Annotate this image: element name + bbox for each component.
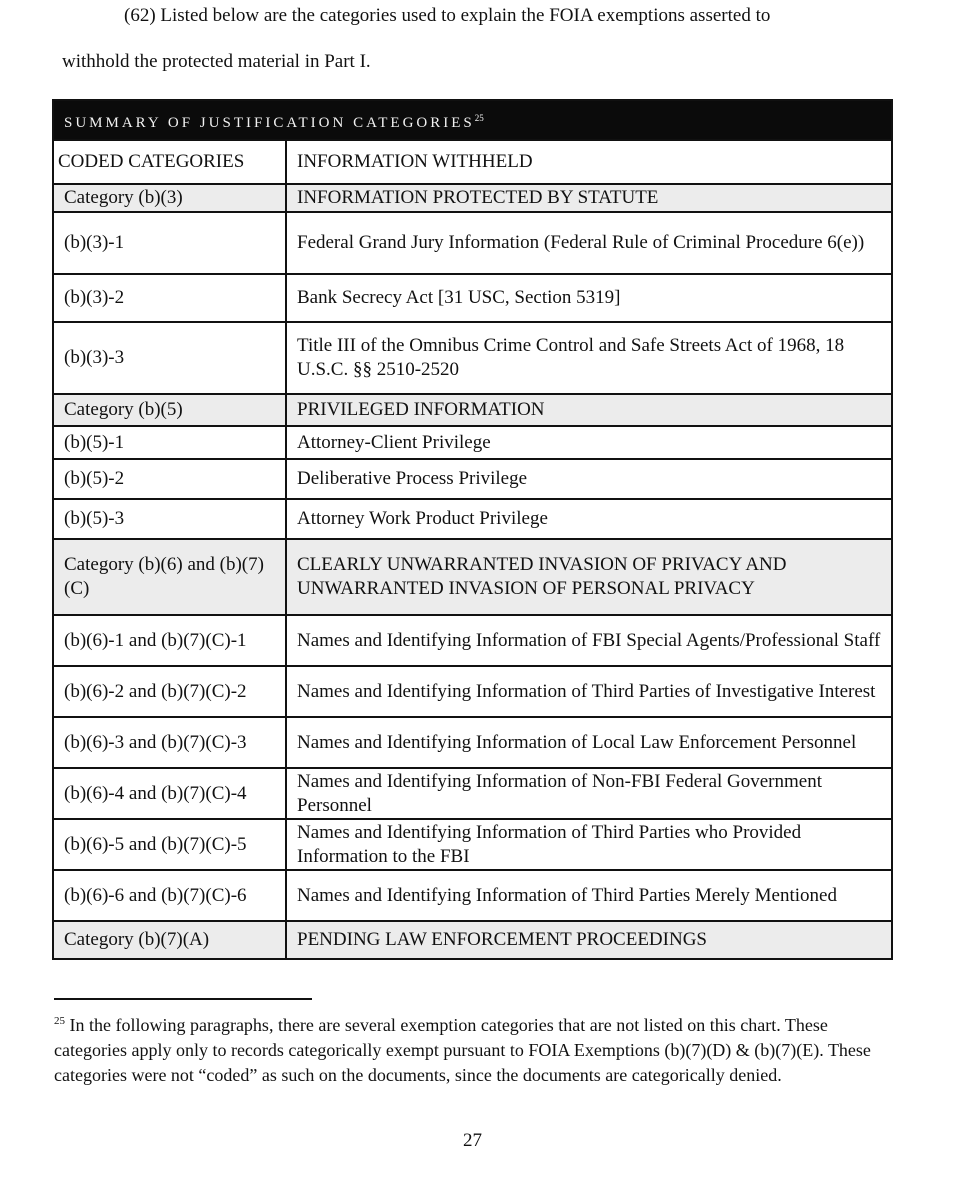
coded-category-cell: Category (b)(6) and (b)(7)(C)	[53, 539, 286, 615]
coded-category-cell: (b)(3)-3	[53, 322, 286, 394]
coded-category-cell: Category (b)(3)	[53, 184, 286, 212]
table-title-footnote-ref: 25	[474, 112, 484, 123]
category-row	[53, 921, 892, 959]
footnote-divider	[54, 998, 312, 1000]
information-withheld-cell: Bank Secrecy Act [31 USC, Section 5319]	[286, 274, 892, 322]
information-withheld-cell: Names and Identifying Information of Local Law Enforcement Personnel	[286, 717, 892, 768]
coded-category-cell: (b)(6)-5 and (b)(7)(C)-5	[53, 819, 286, 870]
column-header-information-withheld: INFORMATION WITHHELD	[286, 140, 892, 184]
coded-category-cell: (b)(6)-2 and (b)(7)(C)-2	[53, 666, 286, 717]
coded-category-cell: (b)(5)-2	[53, 459, 286, 499]
footnote-text: In the following paragraphs, there are several exemption categories that are not listed on this chart. These categories apply only to records categorically exempt pursuant to FOIA Exemptions (b)(7)(D) & (b)(7)(E). These categories were not “coded” as such on the documents, since the documents are categorically denied.	[54, 1015, 871, 1085]
information-withheld-cell: PENDING LAW ENFORCEMENT PROCEEDINGS	[286, 921, 892, 959]
category-row	[53, 539, 892, 615]
column-header-coded-categories: CODED CATEGORIES	[53, 140, 286, 184]
table-row	[53, 615, 892, 666]
intro-line-1: (62) Listed below are the categories used to explain the FOIA exemptions asserted to	[124, 5, 771, 26]
category-row	[53, 184, 892, 212]
information-withheld-cell: Deliberative Process Privilege	[286, 459, 892, 499]
table-title	[53, 100, 892, 140]
information-withheld-cell: Names and Identifying Information of FBI Special Agents/Professional Staff	[286, 615, 892, 666]
information-withheld-cell: Federal Grand Jury Information (Federal Rule of Criminal Procedure 6(e))	[286, 212, 892, 274]
intro-line-2: withhold the protected material in Part I.	[62, 51, 371, 72]
footnote	[54, 1013, 884, 1088]
table-row	[53, 212, 892, 274]
footnote-marker: 25	[54, 1015, 65, 1027]
information-withheld-cell: Names and Identifying Information of Third Parties of Investigative Interest	[286, 666, 892, 717]
coded-category-cell: (b)(3)-2	[53, 274, 286, 322]
table-title-text: SUMMARY OF JUSTIFICATION CATEGORIES	[64, 114, 475, 131]
coded-category-cell: (b)(6)-4 and (b)(7)(C)-4	[53, 768, 286, 819]
information-withheld-cell: Names and Identifying Information of Third Parties Merely Mentioned	[286, 870, 892, 921]
table-row	[53, 499, 892, 539]
table-title-row	[53, 100, 892, 140]
table-header-row	[53, 140, 892, 184]
information-withheld-cell: INFORMATION PROTECTED BY STATUTE	[286, 184, 892, 212]
table-row	[53, 322, 892, 394]
coded-category-cell: Category (b)(5)	[53, 394, 286, 426]
table-row	[53, 717, 892, 768]
information-withheld-cell: Names and Identifying Information of Non-FBI Federal Government Personnel	[286, 768, 892, 819]
information-withheld-cell: Names and Identifying Information of Third Parties who Provided Information to the FBI	[286, 819, 892, 870]
coded-category-cell: (b)(3)-1	[53, 212, 286, 274]
page-number: 27	[463, 1130, 482, 1151]
table-row	[53, 274, 892, 322]
table-row	[53, 666, 892, 717]
coded-category-cell: (b)(6)-3 and (b)(7)(C)-3	[53, 717, 286, 768]
category-row	[53, 394, 892, 426]
table-row	[53, 426, 892, 459]
information-withheld-cell: Attorney-Client Privilege	[286, 426, 892, 459]
justification-summary-table	[52, 99, 893, 960]
table-row	[53, 768, 892, 819]
coded-category-cell: (b)(6)-1 and (b)(7)(C)-1	[53, 615, 286, 666]
table-row	[53, 870, 892, 921]
table-row	[53, 819, 892, 870]
information-withheld-cell: Attorney Work Product Privilege	[286, 499, 892, 539]
coded-category-cell: (b)(5)-3	[53, 499, 286, 539]
table-row	[53, 459, 892, 499]
information-withheld-cell: Title III of the Omnibus Crime Control and Safe Streets Act of 1968, 18 U.S.C. §§ 2510-2520	[286, 322, 892, 394]
coded-category-cell: (b)(5)-1	[53, 426, 286, 459]
table-body	[53, 184, 892, 959]
information-withheld-cell: CLEARLY UNWARRANTED INVASION OF PRIVACY AND UNWARRANTED INVASION OF PERSONAL PRIVACY	[286, 539, 892, 615]
coded-category-cell: (b)(6)-6 and (b)(7)(C)-6	[53, 870, 286, 921]
coded-category-cell: Category (b)(7)(A)	[53, 921, 286, 959]
information-withheld-cell: PRIVILEGED INFORMATION	[286, 394, 892, 426]
